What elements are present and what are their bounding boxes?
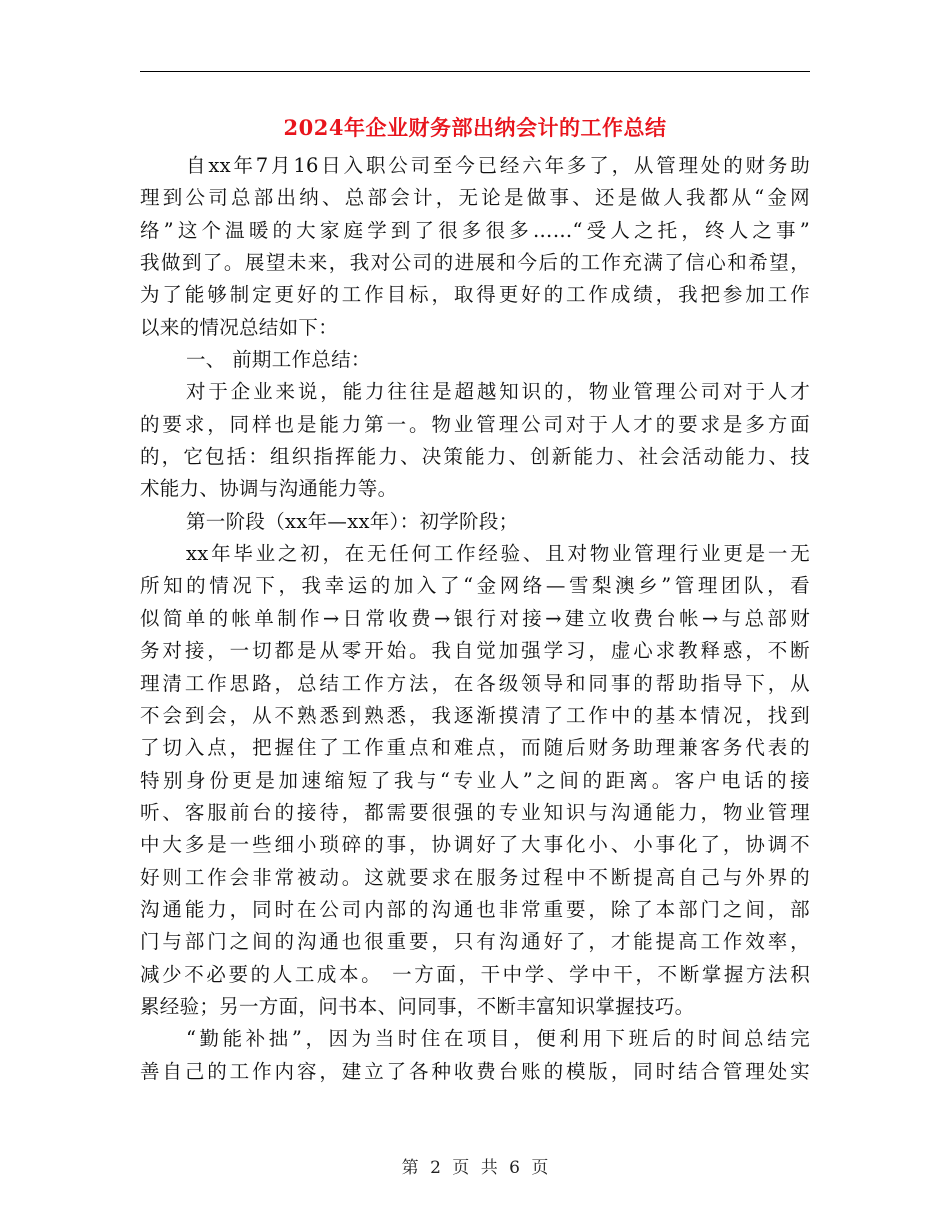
text-line: 自xx年7月16日入职公司至今已经六年多了，从管理处的财务助 — [186, 154, 810, 177]
text-line: xx年毕业之初，在无任何工作经验、且对物业管理行业更是一无 — [186, 542, 810, 566]
header-rule — [140, 71, 810, 72]
page-footer: 第 2 页 共 6 页 — [401, 1158, 549, 1178]
text-line: 理清工作思路，总结工作方法，在各级领导和同事的帮助指导下，从 — [140, 671, 810, 695]
text-line: 的，它包括：组织指挥能力、决策能力、创新能力、社会活动能力、技 — [140, 445, 810, 469]
text-line: 沟通能力，同时在公司内部的沟通也非常重要，除了本部门之间，部 — [140, 897, 810, 921]
text-line: 以来的情况总结如下： — [140, 315, 339, 339]
text-line: 络”这个温暖的大家庭学到了很多很多……“受人之托，终人之事” — [140, 218, 810, 242]
text-line: 中大多是一些细小琐碎的事，协调好了大事化小、小事化了，协调不 — [140, 833, 810, 857]
text-line: 对于企业来说，能力往往是超越知识的，物业管理公司对于人才 — [186, 380, 810, 404]
text-line: 好则工作会非常被动。这就要求在服务过程中不断提高自己与外界的 — [140, 865, 810, 889]
text-line: 门与部门之间的沟通也很重要，只有沟通好了，才能提高工作效率， — [140, 930, 810, 954]
text-line: 务对接，一切都是从零开始。我自觉加强学习，虚心求教释惑，不断 — [140, 639, 810, 663]
text-line: 特别身份更是加速缩短了我与“专业人”之间的距离。客户电话的接 — [140, 768, 810, 792]
text-line: 的要求，同样也是能力第一。物业管理公司对于人才的要求是多方面 — [140, 412, 810, 436]
text-line: 似简单的帐单制作→日常收费→银行对接→建立收费台帐→与总部财 — [140, 606, 810, 630]
document-title: 2024年企业财务部出纳会计的工作总结 — [283, 115, 667, 140]
text-line: 第一阶段（xx年—xx年）：初学阶段； — [186, 509, 519, 533]
document-body — [140, 150, 810, 1088]
text-line: “勤能补拙”，因为当时住在项目，便利用下班后的时间总结完 — [186, 1027, 810, 1051]
text-line: 理到公司总部出纳、总部会计，无论是做事、还是做人我都从“金网 — [140, 186, 810, 210]
text-line: 一、 前期工作总结： — [186, 348, 371, 372]
text-line: 累经验；另一方面，问书本、问同事，不断丰富知识掌握技巧。 — [140, 994, 695, 1018]
text-line: 不会到会，从不熟悉到熟悉，我逐渐摸清了工作中的基本情况，找到 — [140, 703, 810, 727]
text-line: 术能力、协调与沟通能力等。 — [140, 477, 398, 501]
text-line: 了切入点，把握住了工作重点和难点，而随后财务助理兼客务代表的 — [140, 736, 810, 760]
text-line: 我做到了。展望未来，我对公司的进展和今后的工作充满了信心和希望， — [140, 251, 810, 275]
text-line: 善自己的工作内容，建立了各种收费台账的模版，同时结合管理处实 — [140, 1059, 810, 1083]
text-line: 所知的情况下，我幸运的加入了“金网络—雪梨澳乡”管理团队，看 — [140, 574, 810, 598]
text-line: 为了能够制定更好的工作目标，取得更好的工作成绩，我把参加工作 — [140, 283, 810, 307]
text-line: 减少不必要的人工成本。 一方面，干中学、学中干，不断掌握方法积 — [140, 962, 810, 986]
text-line: 听、客服前台的接待，都需要很强的专业知识与沟通能力，物业管理 — [140, 800, 810, 824]
